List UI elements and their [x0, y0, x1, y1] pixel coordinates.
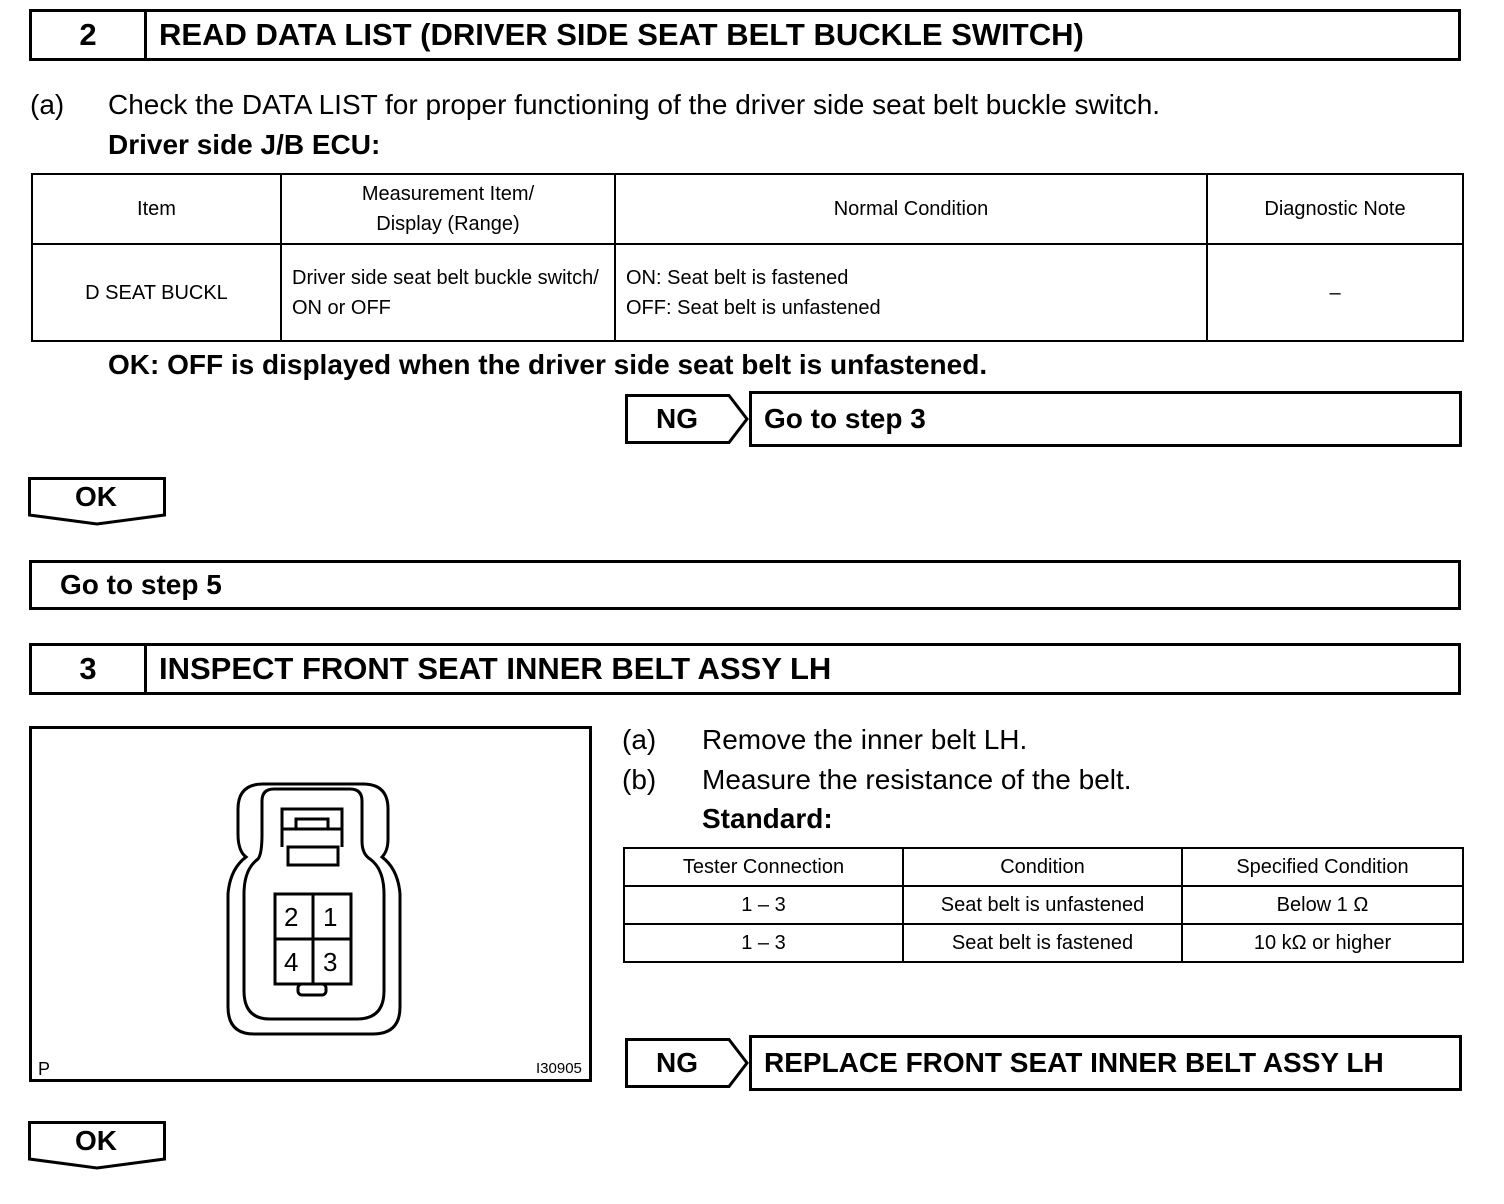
header-normal-condition: Normal Condition — [615, 174, 1207, 244]
cell-specified: 10 kΩ or higher — [1182, 924, 1463, 962]
step-a-text: Remove the inner belt LH. — [702, 724, 1028, 755]
step-b-marker: (b) — [622, 764, 657, 795]
header-diagnostic-note: Diagnostic Note — [1207, 174, 1463, 244]
cell-connection: 1 – 3 — [624, 924, 903, 962]
table-row — [624, 886, 1463, 924]
cell-condition: Seat belt is unfastened — [903, 886, 1182, 924]
standard-label: Standard: — [702, 803, 833, 834]
cell-diagnostic-note: – — [1207, 244, 1463, 341]
ng-label: NG — [656, 1047, 698, 1078]
pin-1-label: 1 — [323, 902, 338, 932]
step-b-text: Measure the resistance of the belt. — [702, 764, 1132, 795]
cell-connection: 1 – 3 — [624, 886, 903, 924]
ok-action-box: Go to step 5 — [29, 560, 1461, 610]
pin-4-label: 4 — [284, 947, 299, 977]
header-measurement: Measurement Item/ Display (Range) — [281, 174, 615, 244]
ok-label: OK — [75, 481, 117, 512]
step-2-header — [29, 9, 1461, 61]
data-list-table — [31, 173, 1464, 342]
step-number: 2 — [32, 12, 147, 58]
header-item: Item — [32, 174, 281, 244]
instruction-marker: (a) — [30, 89, 65, 120]
figure-corner-label: P — [38, 1059, 51, 1079]
table-header-row — [624, 848, 1463, 886]
step-title: INSPECT FRONT SEAT INNER BELT ASSY LH — [159, 651, 832, 686]
connector-figure — [29, 726, 592, 1082]
pin-3-label: 3 — [323, 947, 338, 977]
step-number: 3 — [32, 646, 147, 692]
step-3-header — [29, 643, 1461, 695]
table-row — [624, 924, 1463, 962]
ng-action: REPLACE FRONT SEAT INNER BELT ASSY LH — [749, 1035, 1462, 1091]
ok-tag-step2 — [28, 477, 166, 527]
ng-arrow — [625, 394, 749, 444]
header-condition: Condition — [903, 848, 1182, 886]
header-specified-condition: Specified Condition — [1182, 848, 1463, 886]
table-row — [32, 244, 1463, 341]
cell-measurement: Driver side seat belt buckle switch/ ON or OFF — [281, 244, 615, 341]
ok-label: OK — [75, 1125, 117, 1156]
ecu-label: Driver side J/B ECU: — [108, 129, 381, 160]
ng-branch-step2 — [625, 394, 1462, 444]
instruction-text: Check the DATA LIST for proper functioning of the driver side seat belt buckle switch. — [108, 89, 1161, 120]
pin-2-label: 2 — [284, 902, 299, 932]
cell-item: D SEAT BUCKL — [32, 244, 281, 341]
step-title: READ DATA LIST (DRIVER SIDE SEAT BELT BUCKLE SWITCH) — [159, 17, 1084, 52]
standard-table — [623, 847, 1464, 963]
ng-label: NG — [656, 403, 698, 434]
step-a-marker: (a) — [622, 724, 657, 755]
ng-branch-step3 — [625, 1038, 1462, 1088]
cell-specified: Below 1 Ω — [1182, 886, 1463, 924]
ok-tag-step3 — [28, 1121, 166, 1171]
ng-action: Go to step 3 — [749, 391, 1462, 447]
figure-id: I30905 — [536, 1060, 582, 1077]
ng-arrow — [625, 1038, 749, 1088]
ok-statement: OK: OFF is displayed when the driver side seat belt is unfastened. — [108, 349, 988, 380]
header-tester-connection: Tester Connection — [624, 848, 903, 886]
cell-condition: Seat belt is fastened — [903, 924, 1182, 962]
table-header-row — [32, 174, 1463, 244]
connector-drawing — [32, 729, 589, 1079]
cell-normal-condition: ON: Seat belt is fastened OFF: Seat belt is unfastened — [615, 244, 1207, 341]
